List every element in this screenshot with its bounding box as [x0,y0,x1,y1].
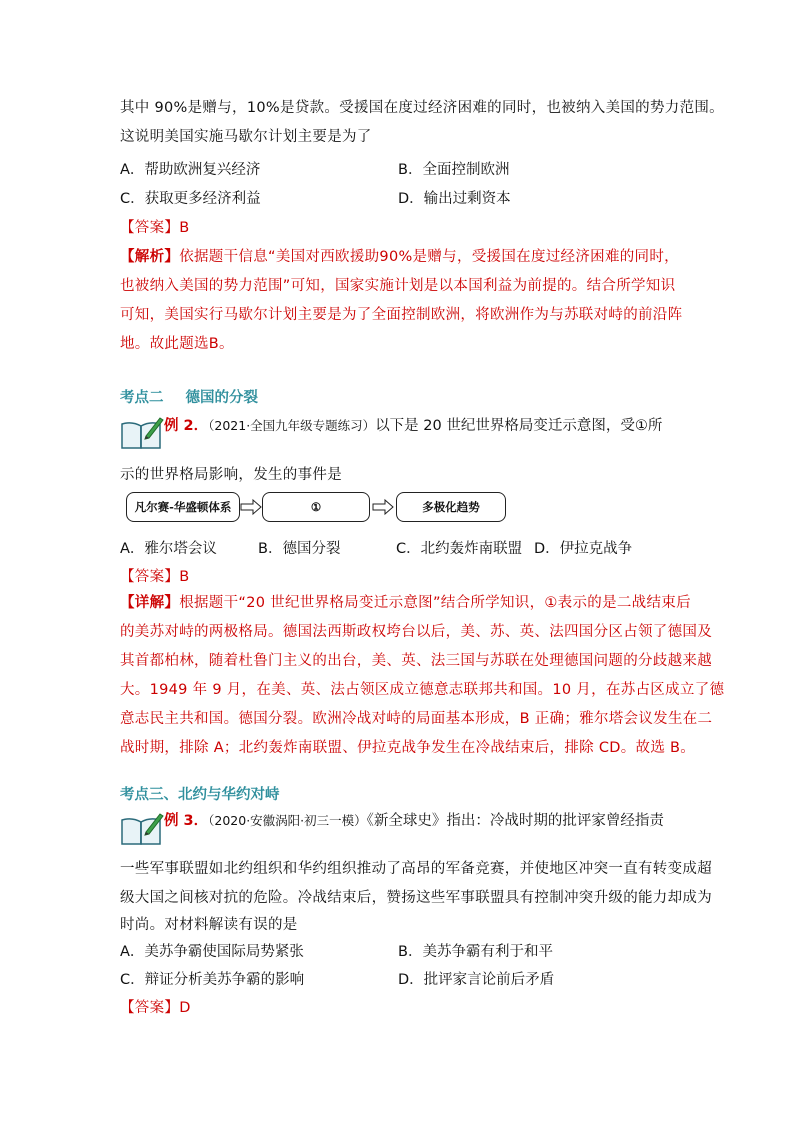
answer-value: B [179,220,190,236]
example-label: 例 2． [164,418,209,434]
q2-stem-line-2: 示的世界格局影响，发生的事件是 [120,467,342,483]
answer-tag: 【答案】 [120,220,180,236]
q2-detail-line-4: 大。1949 年 9 月，在美、英、法占领区成立德意志联邦共和国。10 月，在苏占区成立了德 [120,682,725,698]
section-2-heading: 考点二 德国的分裂 [120,390,258,406]
q2-answer [120,565,189,586]
q1-option-b: B．全面控制欧洲 [398,162,510,178]
q1-analysis-line-3: 可知，美国实行马歇尔计划主要是为了全面控制欧洲，将欧洲作为与苏联对峙的前沿阵 [120,307,683,323]
section-3-heading: 考点三、北约与华约对峙 [120,787,280,803]
flow-box-multipolar: 多极化趋势 [396,492,506,522]
q2-stem-line-1: 例 2．（2021·全国九年级专题练习）以下是 20 世纪世界格局变迁示意图，受①所 [164,418,663,434]
q2-detail-line-3: 其首都柏林，随着杜鲁门主义的出台，美、英、法三国与苏联在处理德国问题的分歧越来越 [120,653,712,669]
q3-option-d: D．批评家言论前后矛盾 [398,972,555,988]
flow-box-circle-1: ① [262,492,370,522]
q1-stem-line-2: 这说明美国实施马歇尔计划主要是为了 [120,129,372,145]
q3-answer [120,996,191,1017]
q3-option-b: B．美苏争霸有利于和平 [398,944,553,960]
answer-tag: 【答案】 [120,569,180,585]
q2-option-a: A．雅尔塔会议 [120,541,217,557]
book-pencil-icon [120,810,164,846]
q3-option-c: C．辩证分析美苏争霸的影响 [120,972,305,988]
q2-detail-line-6: 战时期，排除 A；北约轰炸南联盟、伊拉克战争发生在冷战结束后，排除 CD。故选 B。 [120,740,696,756]
q2-option-d: D．伊拉克战争 [534,541,633,557]
q3-stem-line-2: 一些军事联盟如北约组织和华约组织推动了高昂的军备竞赛，并使地区冲突一直有转变成超 [120,861,712,877]
q1-answer [120,216,189,237]
q2-detail-line-5: 意志民主共和国。德国分裂。欧洲冷战对峙的局面基本形成，B 正确；雅尔塔会议发生在二 [120,711,713,727]
q2-option-b: B．德国分裂 [258,541,341,557]
analysis-tag: 【解析】 [120,249,180,265]
q1-analysis-line-2: 也被纳入美国的势力范围”可知，国家实施计划是以本国利益为前提的。结合所学知识 [120,278,676,294]
detail-tag: 【详解】 [120,595,180,611]
q1-option-a: A．帮助欧洲复兴经济 [120,162,261,178]
q1-option-c: C．获取更多经济利益 [120,191,261,207]
q2-option-c: C．北约轰炸南联盟 [396,541,523,557]
q1-stem-line-1: 其中 90%是赠与，10%是贷款。受援国在度过经济困难的同时，也被纳入美国的势力范围。 [120,100,724,116]
answer-value: D [179,1000,191,1016]
q3-stem-line-3: 级大国之间核对抗的危险。冷战结束后，赞扬这些军事联盟具有控制冲突升级的能力却成为 [120,890,712,906]
flow-arrow-icon [240,498,262,516]
flow-arrow-icon [372,498,394,516]
book-pencil-icon [120,414,164,450]
answer-value: B [179,569,190,585]
question-source: （2020·安徽涡阳·初三一模） [208,813,367,828]
flow-box-versailles: 凡尔赛-华盛顿体系 [126,492,240,522]
answer-tag: 【答案】 [120,1000,180,1016]
q1-analysis-line-1: 【解析】依据题干信息“美国对西欧援助90%是赠与，受援国在度过经济困难的同时， [120,249,679,265]
q3-stem-line-4: 时尚。对材料解读有误的是 [120,917,298,933]
question-source: （2021·全国九年级专题练习） [208,418,376,433]
q3-stem-line-1: 例 3．（2020·安徽涡阳·初三一模）《新全球史》指出：冷战时期的批评家曾经指责 [164,813,664,829]
q1-analysis-line-4: 地。故此题选B。 [120,336,234,352]
q2-detail-line-1: 【详解】根据题干“20 世纪世界格局变迁示意图”结合所学知识，①表示的是二战结束后 [120,595,691,611]
example-label: 例 3． [164,813,209,829]
q2-detail-line-2: 的美苏对峙的两极格局。德国法西斯政权垮台以后，美、苏、英、法四国分区占领了德国及 [120,624,712,640]
q3-option-a: A．美苏争霸使国际局势紧张 [120,944,304,960]
q1-option-d: D．输出过剩资本 [398,191,511,207]
